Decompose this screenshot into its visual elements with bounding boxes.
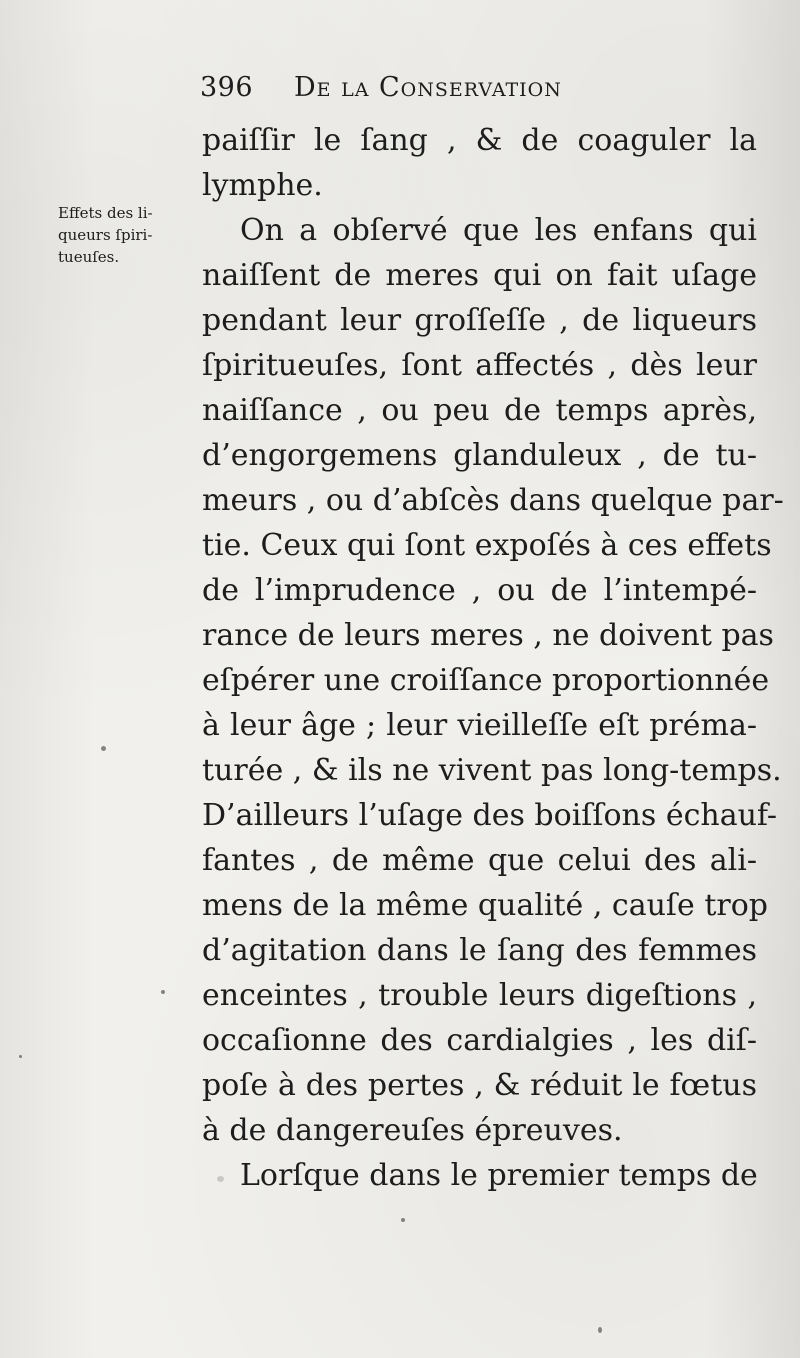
paper-speck <box>19 1055 22 1058</box>
paper-speck <box>401 1218 405 1222</box>
text-line: fantes , de même que celui des ali- <box>202 843 757 878</box>
page-number: 396 <box>200 72 254 103</box>
text-line: D’ailleurs l’uſage des boiſſons échauf- <box>202 798 778 833</box>
margin-note-line: queurs ſpiri- <box>58 226 153 244</box>
text-line: tie. Ceux qui ſont expoſés à ces effets <box>202 528 772 563</box>
text-line: d’agitation dans le ſang des femmes <box>202 933 757 968</box>
text-line: paiſſir le ſang , & de coaguler la <box>202 123 757 158</box>
page-header <box>200 72 720 112</box>
text-line: d’engorgemens glanduleux , de tu- <box>202 438 757 473</box>
text-line: lymphe. <box>202 168 323 203</box>
text-line: mens de la même qualité , cauſe trop <box>202 888 768 923</box>
text-line: ſpiritueuſes, ſont affectés , dès leur <box>202 348 757 383</box>
text-line: Lorſque dans le premier temps de <box>240 1158 758 1193</box>
text-line: à de dangereuſes épreuves. <box>202 1113 623 1148</box>
text-line: naiſſance , ou peu de temps après, <box>202 393 757 428</box>
paper-speck <box>598 1327 602 1333</box>
paper-speck <box>101 746 106 751</box>
text-line: à leur âge ; leur vieilleſſe eſt préma- <box>202 708 757 743</box>
body-text <box>202 118 784 1198</box>
text-line: poſe à des pertes , & réduit le fœtus <box>202 1068 757 1103</box>
margin-note-line: Effets des li- <box>58 204 153 222</box>
running-title: De la Conservation <box>294 72 562 103</box>
text-line: eſpérer une croiſſance proportionnée <box>202 663 770 698</box>
text-line: de l’imprudence , ou de l’intempé- <box>202 573 757 608</box>
text-line: meurs , ou d’abſcès dans quelque par- <box>202 483 784 518</box>
text-line: rance de leurs meres , ne doivent pas <box>202 618 774 653</box>
text-line: enceintes , trouble leurs digeſtions , <box>202 978 757 1013</box>
text-line: occaſionne des cardialgies , les diſ- <box>202 1023 757 1058</box>
margin-note-line: tueuſes. <box>58 248 120 266</box>
text-line: naiſſent de meres qui on fait uſage <box>202 258 757 293</box>
text-line: turée , & ils ne vivent pas long-temps. <box>202 753 782 788</box>
margin-note <box>58 202 188 268</box>
text-line: pendant leur groſſeſſe , de liqueurs <box>202 303 757 338</box>
text-line: On a obſervé que les enfans qui <box>240 213 757 248</box>
paper-speck <box>161 990 165 994</box>
paper-speck <box>217 1176 224 1182</box>
